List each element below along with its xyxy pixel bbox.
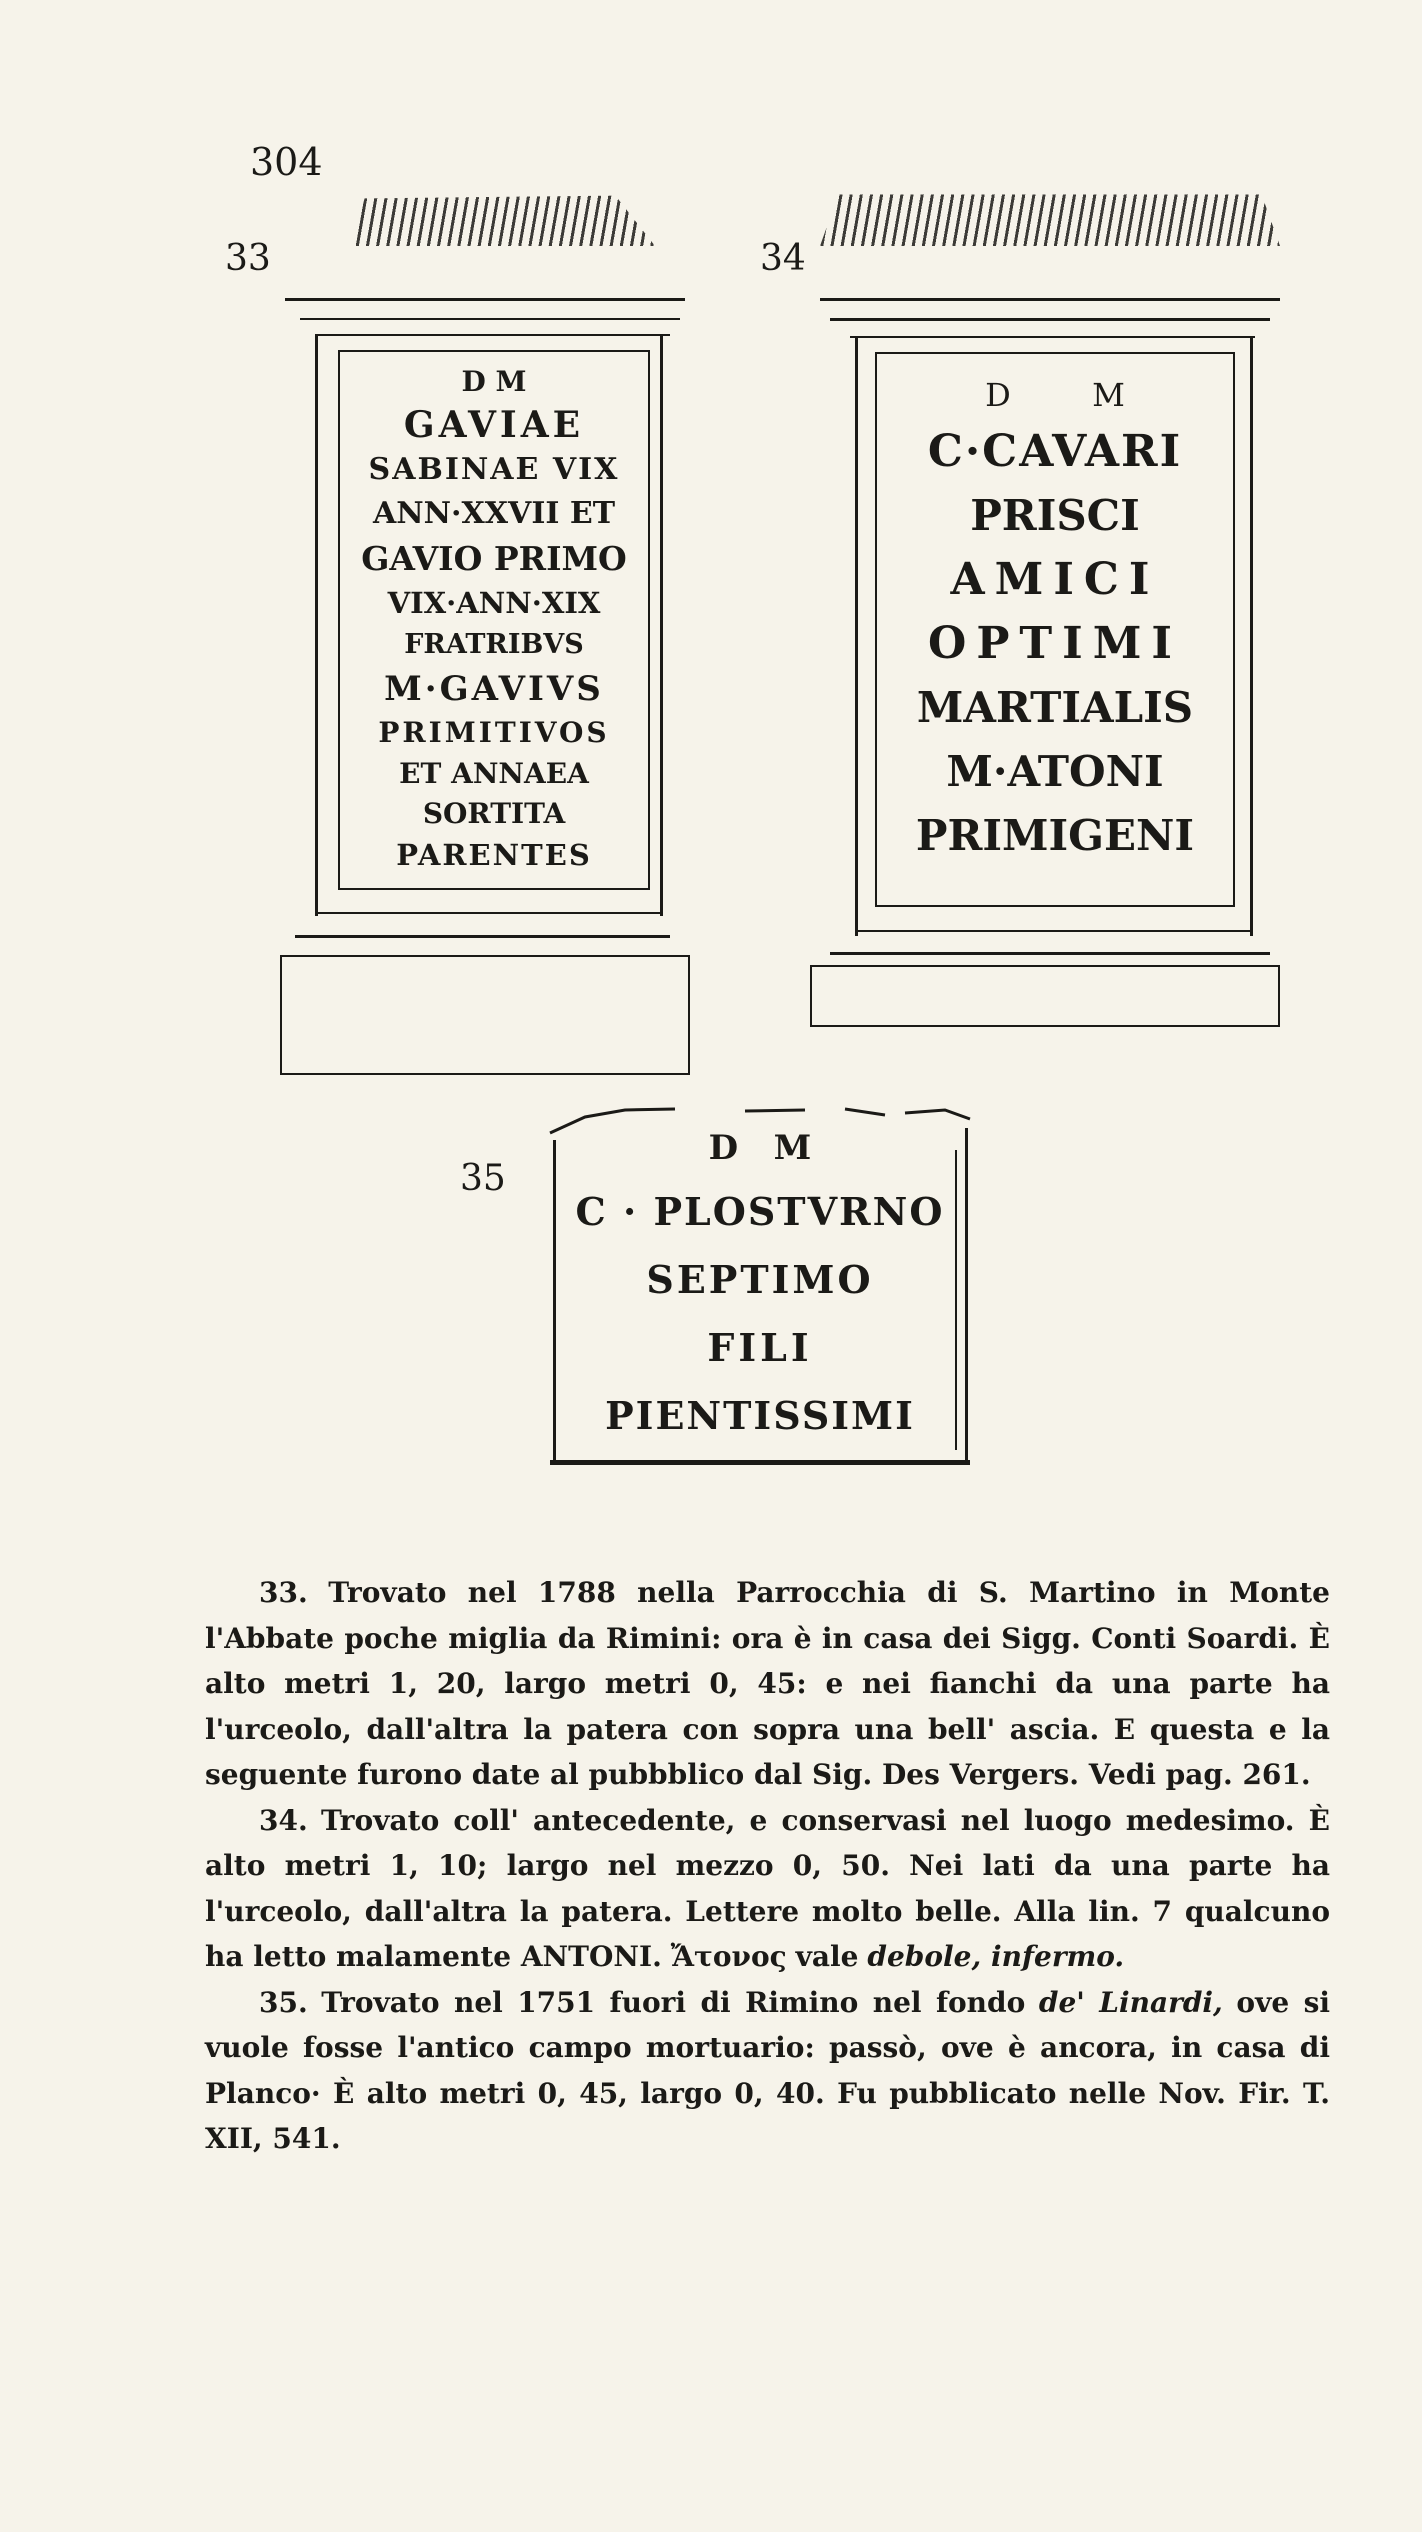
note-33-number: 33. [259, 1576, 308, 1609]
note-35-number: 35. [259, 1985, 308, 2019]
note-33-text: Trovato nel 1788 nella Parrocchia di S. Martino in Monte l'Abbate poche miglia da Rimini: ora è in casa dei Sigg. Conti Soardi. È alto metri 1, 20, largo metri 0, 45: e nei fianchi da una parte ha l'urceolo, dall'altra la patera con sopra una bell' ascia. E questa e la seguente furono date al pubbblico dal Sig. Des Vergers. Vedi pag. 261. [205, 1576, 1330, 1791]
insc35-line-5: PIENTISSIMI [605, 1393, 915, 1438]
insc33-line-10: ET ANNAEA [399, 757, 589, 790]
shaft-left-34 [855, 336, 858, 936]
shaft-right-33 [660, 334, 663, 916]
insc34-line-2: C·CAVARI [927, 426, 1183, 477]
insc35-line-1: D M [708, 1128, 812, 1168]
monument-number-35: 35 [460, 1158, 506, 1199]
insc33-line-6: VIX·ANN·XIX [387, 586, 601, 620]
stele-bottom-35 [550, 1460, 970, 1465]
base-cornice-34 [830, 952, 1270, 955]
insc33-line-8: M·GAVIVS [384, 669, 604, 709]
page-number: 304 [250, 140, 323, 184]
cornice-top-34 [820, 298, 1280, 301]
insc34-line-5: OPTIMI [927, 618, 1183, 669]
note-34-text: Trovato coll' antecedente, e conservasi nel luogo medesimo. È alto metri 1, 10; largo nel mezzo 0, 50. Nei lati da una parte ha l'urceolo, dall'altra la patera. Lettere molto belle. Alla lin. 7 qualcuno ha letto malamente ANTONI. [205, 1803, 1330, 1973]
base-33 [280, 955, 690, 1075]
insc33-line-1: D M [461, 365, 527, 398]
cornice-top-33 [285, 298, 685, 301]
cornice-line-33b [315, 334, 670, 336]
cornice-line-34b [850, 336, 1255, 338]
inscription-35 [560, 1118, 960, 1450]
monument-number-33: 33 [225, 238, 271, 279]
insc35-line-2: C · PLOSTVRNO [575, 1189, 945, 1234]
shaft-bottom-33 [315, 912, 660, 914]
insc33-line-4: ANN·XXVII ET [372, 496, 616, 531]
note-34-italic: debole, infermo. [867, 1940, 1125, 1973]
note-35 [205, 1980, 1330, 2162]
base-cornice-33 [295, 935, 670, 938]
stele-right-35 [965, 1128, 968, 1462]
pediment-33 [325, 190, 655, 246]
insc34-line-1: D M [985, 376, 1125, 414]
note-34-greek: Ἄτονος [670, 1940, 787, 1973]
insc33-line-9: PRIMITIVOS [378, 716, 610, 749]
commentary [205, 1570, 1330, 2162]
inscription-34 [877, 370, 1233, 868]
note-34-number: 34. [259, 1803, 308, 1837]
note-34-text-b: vale [795, 1940, 859, 1973]
note-34 [205, 1798, 1330, 1980]
note-33 [205, 1570, 1330, 1798]
shaft-right-34 [1250, 336, 1253, 936]
cornice-line-33 [300, 318, 680, 320]
insc33-line-7: FRATRIBVS [404, 629, 584, 660]
note-35-italic: de' Linardi, [1038, 1985, 1223, 2019]
note-35-text: Trovato nel 1751 fuori di Rimino nel fondo [321, 1985, 1026, 2019]
insc33-line-2: GAVIAE [403, 404, 585, 446]
pediment-34 [820, 190, 1280, 246]
shaft-left-33 [315, 334, 318, 916]
insc34-line-8: PRIMIGENI [915, 811, 1195, 860]
insc33-line-5: GAVIO PRIMO [361, 539, 627, 578]
insc34-line-6: MARTIALIS [916, 683, 1194, 732]
inscription-33 [340, 362, 648, 876]
insc34-line-4: AMICI [950, 554, 1160, 605]
insc33-line-12: PARENTES [396, 838, 592, 872]
insc34-line-7: M·ATONI [946, 747, 1164, 796]
stele-left-35 [553, 1140, 556, 1462]
base-34 [810, 965, 1280, 1027]
insc33-line-11: SORTITA [422, 797, 566, 830]
insc35-line-4: FILI [707, 1325, 813, 1370]
monument-number-34: 34 [760, 238, 806, 279]
note-35-text-b: ove si vuole fosse l'antico campo mortuario: passò, ove è ancora, in casa di Planco· È alto metri 0, 45, largo 0, 40. Fu pubblicato nelle Nov. Fir. T. XII, 541. [205, 1985, 1330, 2155]
insc35-line-3: SEPTIMO [646, 1257, 874, 1302]
insc34-line-3: PRISCI [970, 491, 1140, 540]
shaft-bottom-34 [855, 930, 1250, 932]
cornice-line-34 [830, 318, 1270, 321]
insc33-line-3: SABINAE VIX [368, 452, 620, 487]
